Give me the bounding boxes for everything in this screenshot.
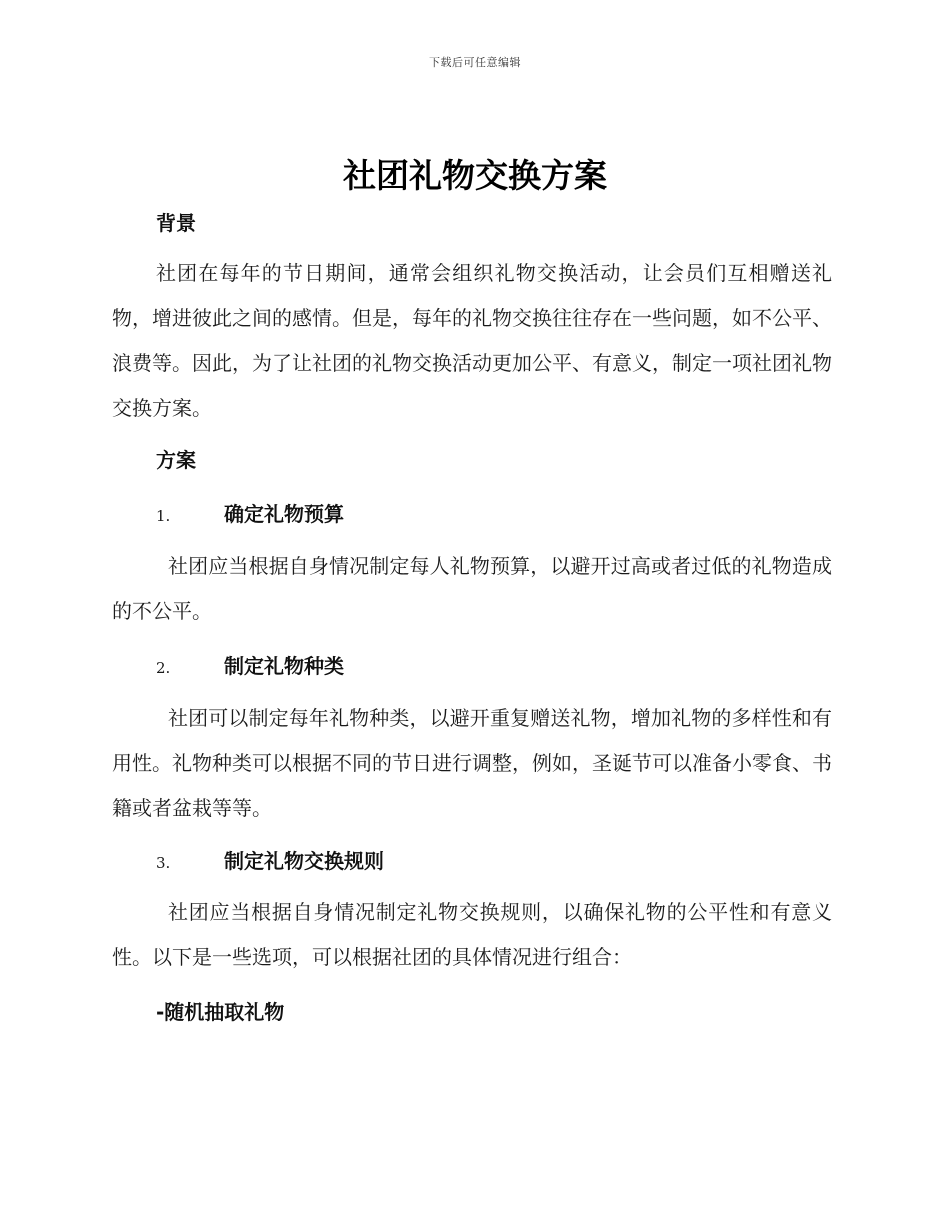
plan-item-number: 2. bbox=[156, 659, 171, 677]
plan-item-1 bbox=[156, 498, 344, 524]
background-paragraph: 社团在每年的节日期间，通常会组织礼物交换活动，让会员们互相赠送礼物，增进彼此之间的感情。但是，每年的礼物交换往往存在一些问题，如不公平、浪费等。因此，为了让社团的礼物交换活动更加公平、有意义，制定一项社团礼物交换方案。 bbox=[112, 261, 832, 420]
plan-item-3 bbox=[156, 845, 384, 871]
plan-item-label: 制定礼物种类 bbox=[224, 654, 344, 678]
plan-item-3-paragraph: 社团应当根据自身情况制定礼物交换规则，以确保礼物的公平性和有意义性。以下是一些选项，可以根据社团的具体情况进行组合： bbox=[112, 900, 832, 969]
plan-heading: 方案 bbox=[156, 448, 196, 472]
plan-item-2-paragraph: 社团可以制定每年礼物种类，以避开重复赠送礼物，增加礼物的多样性和有用性。礼物种类可以根据不同的节日进行调整，例如，圣诞节可以准备小零食、书籍或者盆栽等等。 bbox=[112, 706, 832, 820]
page-header-note: 下载后可任意编辑 bbox=[429, 56, 521, 69]
plan-item-label: 制定礼物交换规则 bbox=[224, 849, 384, 873]
exchange-option: -随机抽取礼物 bbox=[156, 1000, 285, 1024]
plan-item-label: 确定礼物预算 bbox=[224, 502, 344, 526]
plan-item-1-paragraph: 社团应当根据自身情况制定每人礼物预算，以避开过高或者过低的礼物造成的不公平。 bbox=[112, 554, 832, 623]
document-title: 社团礼物交换方案 bbox=[343, 156, 607, 195]
background-heading: 背景 bbox=[156, 211, 196, 235]
plan-item-number: 1. bbox=[156, 507, 171, 525]
plan-item-number: 3. bbox=[156, 854, 171, 872]
plan-item-2 bbox=[156, 650, 344, 676]
